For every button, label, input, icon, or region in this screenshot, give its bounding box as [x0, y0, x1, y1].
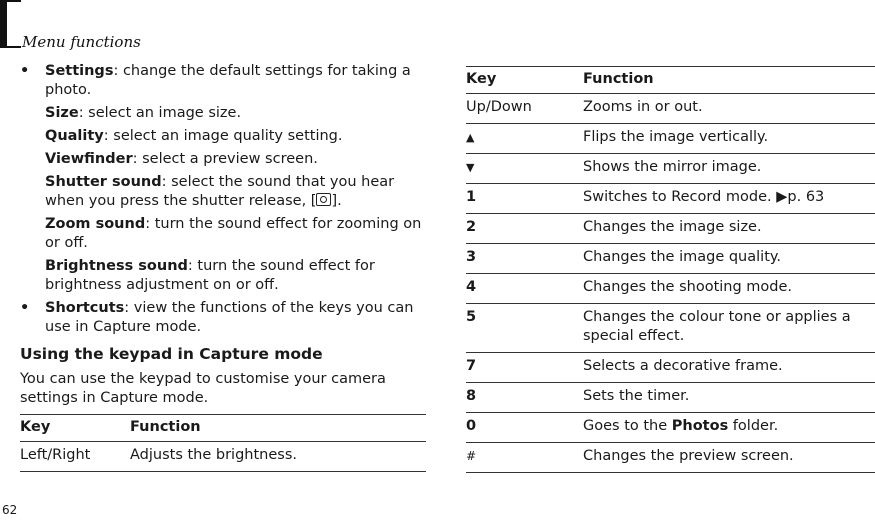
key-cell: 3	[466, 244, 583, 274]
section-title: Using the keypad in Capture mode	[20, 345, 323, 363]
function-cell: Changes the image size.	[583, 214, 875, 244]
settings-term: Settings	[45, 63, 114, 79]
bullet-shortcuts	[20, 299, 428, 337]
function-cell: Selects a decorative frame.	[583, 353, 875, 383]
table-row	[466, 244, 875, 274]
key-cell: 8	[466, 383, 583, 413]
sub-text: : turn the sound effect for brightness adjustment on or off.	[45, 258, 375, 293]
table-row	[466, 443, 875, 473]
left-column	[20, 62, 428, 419]
key-cell	[466, 443, 583, 473]
function-cell	[583, 184, 875, 214]
sub-text: : select a preview screen.	[132, 151, 318, 167]
key-cell: 5	[466, 304, 583, 353]
header-function: Function	[130, 415, 426, 442]
sub-term: Zoom sound	[45, 216, 146, 232]
header-key: Key	[466, 67, 583, 94]
bullet-settings	[20, 62, 428, 100]
sub-term: Size	[45, 105, 79, 121]
function-cell: Shows the mirror image.	[583, 154, 875, 184]
header-key: Key	[20, 415, 130, 442]
table-row	[466, 124, 875, 154]
header-function: Function	[583, 67, 875, 94]
sub-text-after: ].	[331, 193, 342, 209]
table-row	[20, 442, 426, 472]
key-cell: 2	[466, 214, 583, 244]
table-header-row	[466, 67, 875, 94]
table-row	[466, 353, 875, 383]
sub-item-brightness-sound	[20, 257, 428, 295]
sub-text: : select an image size.	[78, 105, 242, 121]
table-row	[466, 304, 875, 353]
settings-text: : change the default settings for taking a photo.	[45, 63, 411, 98]
sub-term: Brightness sound	[45, 258, 188, 274]
bullet-dot: •	[20, 63, 30, 79]
shortcuts-text: : view the functions of the keys you can use in Capture mode.	[45, 300, 414, 335]
table-header-row	[20, 415, 426, 442]
nav-up-icon	[466, 124, 583, 154]
function-cell: Flips the image vertically.	[583, 124, 875, 154]
down-arrow-icon: ▼	[466, 161, 475, 174]
function-cell: Changes the colour tone or applies a special effect.	[583, 304, 875, 353]
sub-item-quality	[20, 127, 428, 146]
up-arrow-icon: ▲	[466, 131, 475, 144]
table-row	[466, 154, 875, 184]
key-cell: 4	[466, 274, 583, 304]
camera-icon	[316, 193, 331, 206]
table-row	[466, 413, 875, 443]
function-cell: Changes the image quality.	[583, 244, 875, 274]
sub-item-size	[20, 104, 428, 123]
key-cell: Left/Right	[20, 442, 130, 472]
function-text: folder.	[728, 418, 779, 434]
table-row	[466, 274, 875, 304]
function-cell: Changes the preview screen.	[583, 443, 875, 473]
page-header-title: Menu functions	[22, 33, 141, 51]
table-row	[466, 184, 875, 214]
function-text: Switches to Record mode.	[583, 189, 772, 205]
sub-item-viewfinder	[20, 150, 428, 169]
sub-text: : select the sound that you hear when you press the shutter release, [	[45, 174, 395, 209]
function-cell: Changes the shooting mode.	[583, 274, 875, 304]
page-ref: p. 63	[787, 189, 825, 205]
table-row	[466, 94, 875, 124]
page-ref-arrow-icon: ▶	[776, 189, 788, 205]
table-row	[466, 383, 875, 413]
sub-text: : select an image quality setting.	[103, 128, 343, 144]
header-line-top	[7, 0, 21, 2]
sub-item-zoom-sound	[20, 215, 428, 253]
function-cell: Adjusts the brightness.	[130, 442, 426, 472]
key-cell: 7	[466, 353, 583, 383]
function-bold: Photos	[671, 418, 729, 434]
page-number: 62	[2, 503, 18, 517]
header-line-bottom	[7, 46, 21, 48]
hash-key-icon: #	[466, 449, 477, 463]
function-cell: Zooms in or out.	[583, 94, 875, 124]
key-cell: 0	[466, 413, 583, 443]
left-key-table	[20, 414, 426, 472]
intro-paragraph: You can use the keypad to customise your camera settings in Capture mode.	[20, 371, 386, 406]
sub-term: Viewfinder	[45, 151, 133, 167]
sub-text: : turn the sound effect for zooming on or off.	[45, 216, 422, 251]
sub-term: Quality	[45, 128, 104, 144]
sub-term: Shutter sound	[45, 174, 162, 190]
key-cell: 1	[466, 184, 583, 214]
bullet-dot: •	[20, 300, 30, 316]
function-text: Goes to the	[583, 418, 672, 434]
sub-item-shutter-sound	[20, 173, 428, 211]
function-cell: Sets the timer.	[583, 383, 875, 413]
key-cell: Up/Down	[466, 94, 583, 124]
shortcuts-term: Shortcuts	[45, 300, 125, 316]
right-key-table	[466, 66, 875, 473]
nav-down-icon	[466, 154, 583, 184]
header-bar	[0, 0, 7, 48]
table-row	[466, 214, 875, 244]
function-cell	[583, 413, 875, 443]
